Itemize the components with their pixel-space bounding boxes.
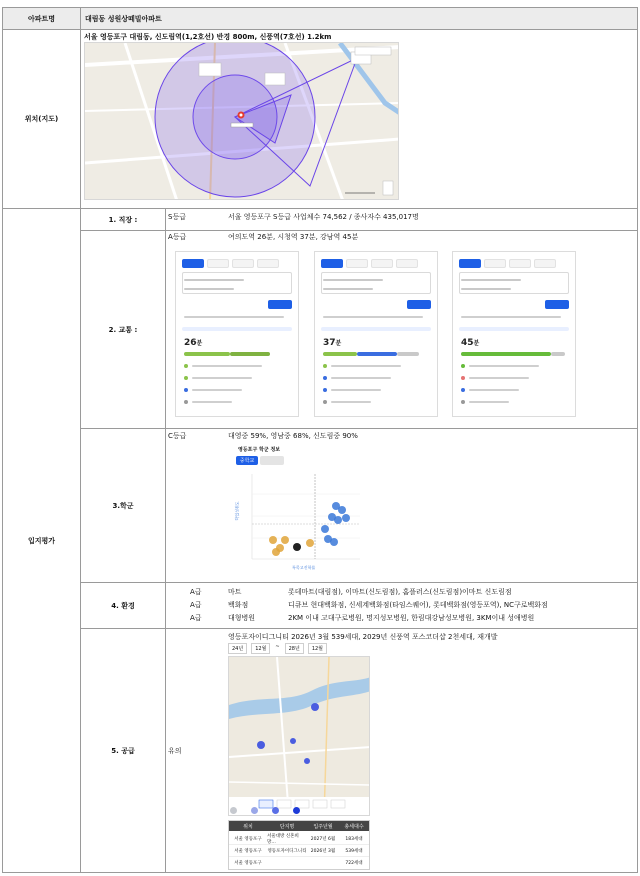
job-label: 1. 직장 :	[108, 215, 138, 224]
route-minutes-3: 45	[461, 338, 474, 348]
traffic-label: 2. 교통 :	[108, 325, 138, 334]
route-minutes-1: 26	[184, 338, 197, 348]
supply-th-units: 총세대수	[344, 823, 364, 830]
env-mart-category: 마트	[228, 588, 242, 596]
table-row[interactable]: 서울 영등포구 서울대방 신혼희망… 2027년 6월 183세대	[229, 833, 369, 845]
supply-legend	[230, 805, 370, 815]
env-mart-grade: A급	[190, 588, 202, 596]
job-description: 서울 영등포구 S등급 사업체수 74,562 / 종사자수 435,017명	[228, 213, 419, 221]
environment-label: 4. 환경	[111, 601, 135, 610]
env-mart-text: 롯데마트(대림점), 이마트(신도림점), 홈플러스(신도림점)이마트 신도림점	[288, 588, 512, 596]
job-label-cell	[81, 209, 165, 230]
legend-dot-1000	[272, 807, 279, 814]
location-label-cell	[3, 30, 80, 208]
school-grade: C등급	[168, 432, 187, 440]
traffic-label-cell	[81, 231, 165, 428]
traffic-grade: A등급	[168, 233, 187, 241]
location-map-graphic	[85, 43, 399, 200]
job-grade: S등급	[168, 213, 186, 221]
legend-dot-500	[251, 807, 258, 814]
location-label: 위치(지도)	[24, 115, 59, 123]
traffic-description: 여의도역 26분, 시청역 37분, 강남역 45분	[228, 233, 359, 241]
supply-table	[228, 820, 370, 870]
school-scatter-chart	[230, 444, 365, 574]
env-hospital-grade: A급	[190, 614, 202, 622]
env-hospital-category: 대형병원	[228, 614, 256, 622]
route-screenshot-yeouido	[175, 251, 299, 417]
location-map[interactable]	[84, 42, 399, 200]
table-row[interactable]: 서울 영등포구 영등포자이디그니티 2026년 3월 539세대	[229, 845, 369, 857]
environment-label-cell	[81, 583, 165, 628]
school-chart-title: 영등포구 학군 정보	[238, 447, 281, 453]
supply-filter-start-year[interactable]: 24년	[228, 643, 247, 654]
apartment-name-label: 아파트명	[27, 14, 56, 23]
supply-map[interactable]	[228, 656, 370, 816]
school-label: 3.학군	[112, 501, 134, 510]
legend-dot-100	[230, 807, 237, 814]
route-screenshot-cityhall	[314, 251, 438, 417]
route-screenshot-gangnam	[452, 251, 576, 417]
school-scatter-plot	[230, 444, 365, 574]
supply-filter-end-month[interactable]: 12월	[308, 643, 327, 654]
route-minutes-2: 37	[323, 338, 336, 348]
school-axis-y: 학업성취도	[234, 501, 240, 521]
route-unit-2: 분	[335, 340, 342, 347]
route-unit-3: 분	[473, 340, 480, 347]
env-dept-text: 디큐브 현대백화점, 신세계백화점(타임스퀘어), 롯데백화점(영등포역), NC구로백화점	[288, 601, 548, 609]
route-unit-1: 분	[196, 340, 203, 347]
supply-filter-bar	[228, 643, 327, 654]
apartment-name-value: 대림동 성원상떼빌아파트	[85, 14, 162, 23]
header-label-cell	[3, 8, 80, 29]
env-dept-grade: A급	[190, 601, 202, 609]
supply-filter-separator: ~	[275, 644, 280, 650]
supply-filter-start-month[interactable]: 12월	[251, 643, 270, 654]
supply-table-header	[229, 821, 369, 831]
header-value-cell	[81, 8, 637, 29]
supply-filter-end-year[interactable]: 28년	[285, 643, 304, 654]
location-description: 서울 영등포구 대림동, 신도림역(1,2호선) 반경 800m, 신풍역(7호선) 1.2km	[84, 33, 332, 41]
table-row[interactable]: 서울 영등포구 722세대	[234, 861, 363, 866]
evaluation-label-cell	[3, 209, 80, 872]
supply-description: 영등포자이디그니티 2026년 3월 539세대, 2029년 신풍역 포스코더샵 2천세대, 재개발	[228, 633, 498, 641]
supply-label-cell	[81, 629, 165, 872]
env-hospital-text: 2KM 이내 고대구로병원, 명지성모병원, 한림대강남성모병원, 3KM이내 성애병원	[288, 614, 535, 622]
school-description: 대영중 59%, 영남중 68%, 신도림중 90%	[228, 432, 358, 440]
school-chart-tab-middle[interactable]: 중학교	[236, 456, 258, 465]
evaluation-label: 입지평가	[27, 536, 56, 545]
school-axis-x: 특목고진학률	[292, 565, 316, 570]
supply-th-date: 입주년월	[313, 823, 333, 830]
school-label-cell	[81, 429, 165, 582]
supply-grade: 유의	[168, 747, 182, 755]
supply-th-complex: 단지명	[279, 823, 295, 830]
supply-label: 5. 공급	[111, 746, 135, 755]
env-dept-category: 백화점	[228, 601, 249, 609]
supply-th-location: 위치	[243, 823, 253, 830]
supply-map-graphic	[229, 657, 370, 816]
legend-dot-2000	[293, 807, 300, 814]
